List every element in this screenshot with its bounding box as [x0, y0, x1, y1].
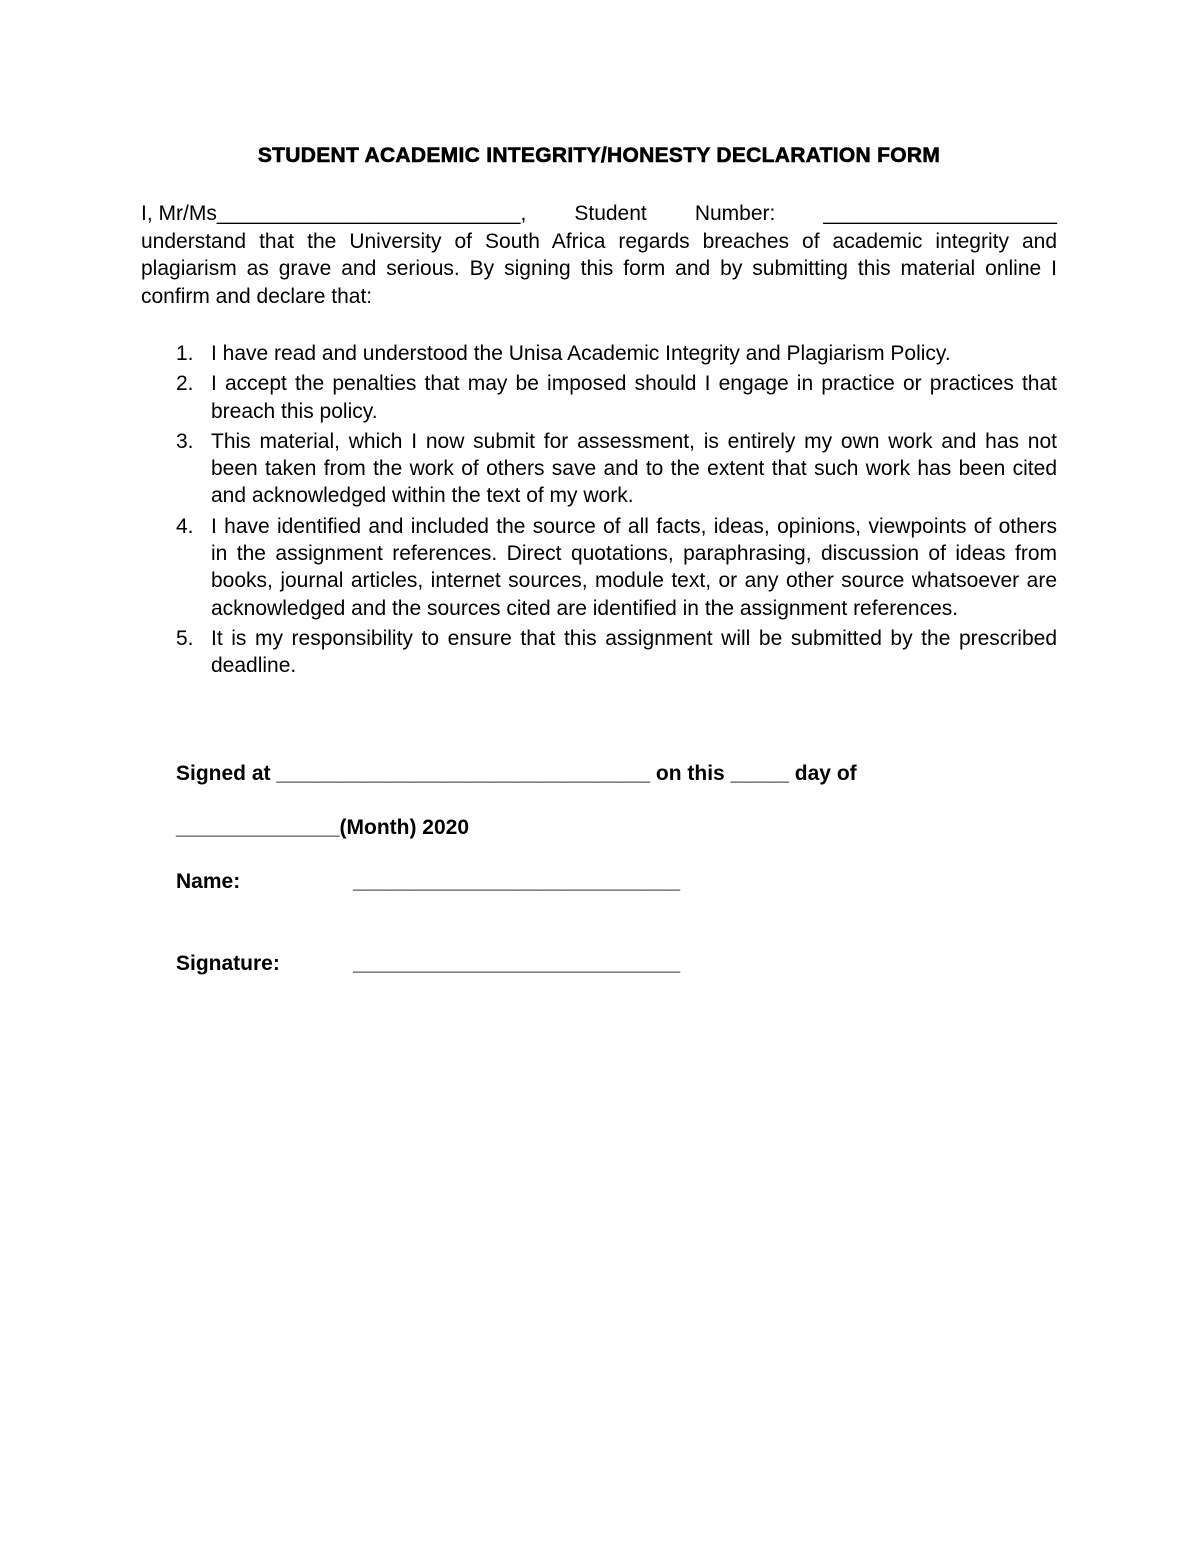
form-title: STUDENT ACADEMIC INTEGRITY/HONESTY DECLARATION FORM: [257, 144, 941, 167]
student-label: Student: [574, 202, 647, 225]
declaration-list: [141, 340, 1057, 683]
number-label: Number:: [694, 202, 776, 225]
list-item-number: 2.: [176, 372, 194, 396]
signed-at-line: Signed at ________________________________ on this _____ day of: [176, 762, 857, 785]
name-blank: ____________________________: [353, 870, 681, 893]
student-number-blank: ____________________: [823, 202, 1057, 225]
list-item-number: 5.: [176, 626, 194, 650]
month-line: ______________(Month) 2020: [176, 816, 470, 839]
list-item-text: I have identified and included the source of all facts, ideas, opinions, viewpoints of others in the assignment references. Direct quotations, paraphrasing, discussion of ideas from books, journal articles, internet sources, module text, or any other source whatsoever are acknowledged and the sources cited are identified in the assignment references.: [211, 514, 1057, 620]
list-item-text: This material, which I now submit for assessment, is entirely my own work and has not been taken from the work of others save and to the extent that such work has been cited and acknowledged within the text of my work.: [211, 429, 1057, 508]
list-item: [141, 625, 1057, 680]
intro-body: understand that the University of South Africa regards breaches of academic integrity and plagiarism as grave and serious. By signing this form and by submitting this material online I confirm and declare that:: [141, 229, 1057, 308]
signature-blank: ____________________________: [353, 952, 681, 975]
list-item-number: 4.: [176, 514, 194, 538]
name-field-text: I, Mr/Ms__________________________,: [141, 202, 527, 225]
intro-first-line: [141, 200, 1057, 228]
name-label: Name:: [176, 870, 241, 893]
list-item: [141, 513, 1057, 622]
list-item-number: 1.: [176, 342, 194, 365]
list-item: [141, 370, 1057, 425]
list-item-text: It is my responsibility to ensure that this assignment will be submitted by the prescribed deadline.: [211, 626, 1057, 678]
list-item-text: I have read and understood the Unisa Academic Integrity and Plagiarism Policy.: [211, 342, 951, 365]
list-item-number: 3.: [176, 429, 194, 453]
list-item: [141, 428, 1057, 510]
signature-label: Signature:: [176, 952, 280, 975]
list-item: [141, 340, 1057, 367]
list-item-text: I accept the penalties that may be imposed should I engage in practice or practices that breach this policy.: [211, 372, 1057, 423]
declaration-intro: [141, 200, 1057, 310]
